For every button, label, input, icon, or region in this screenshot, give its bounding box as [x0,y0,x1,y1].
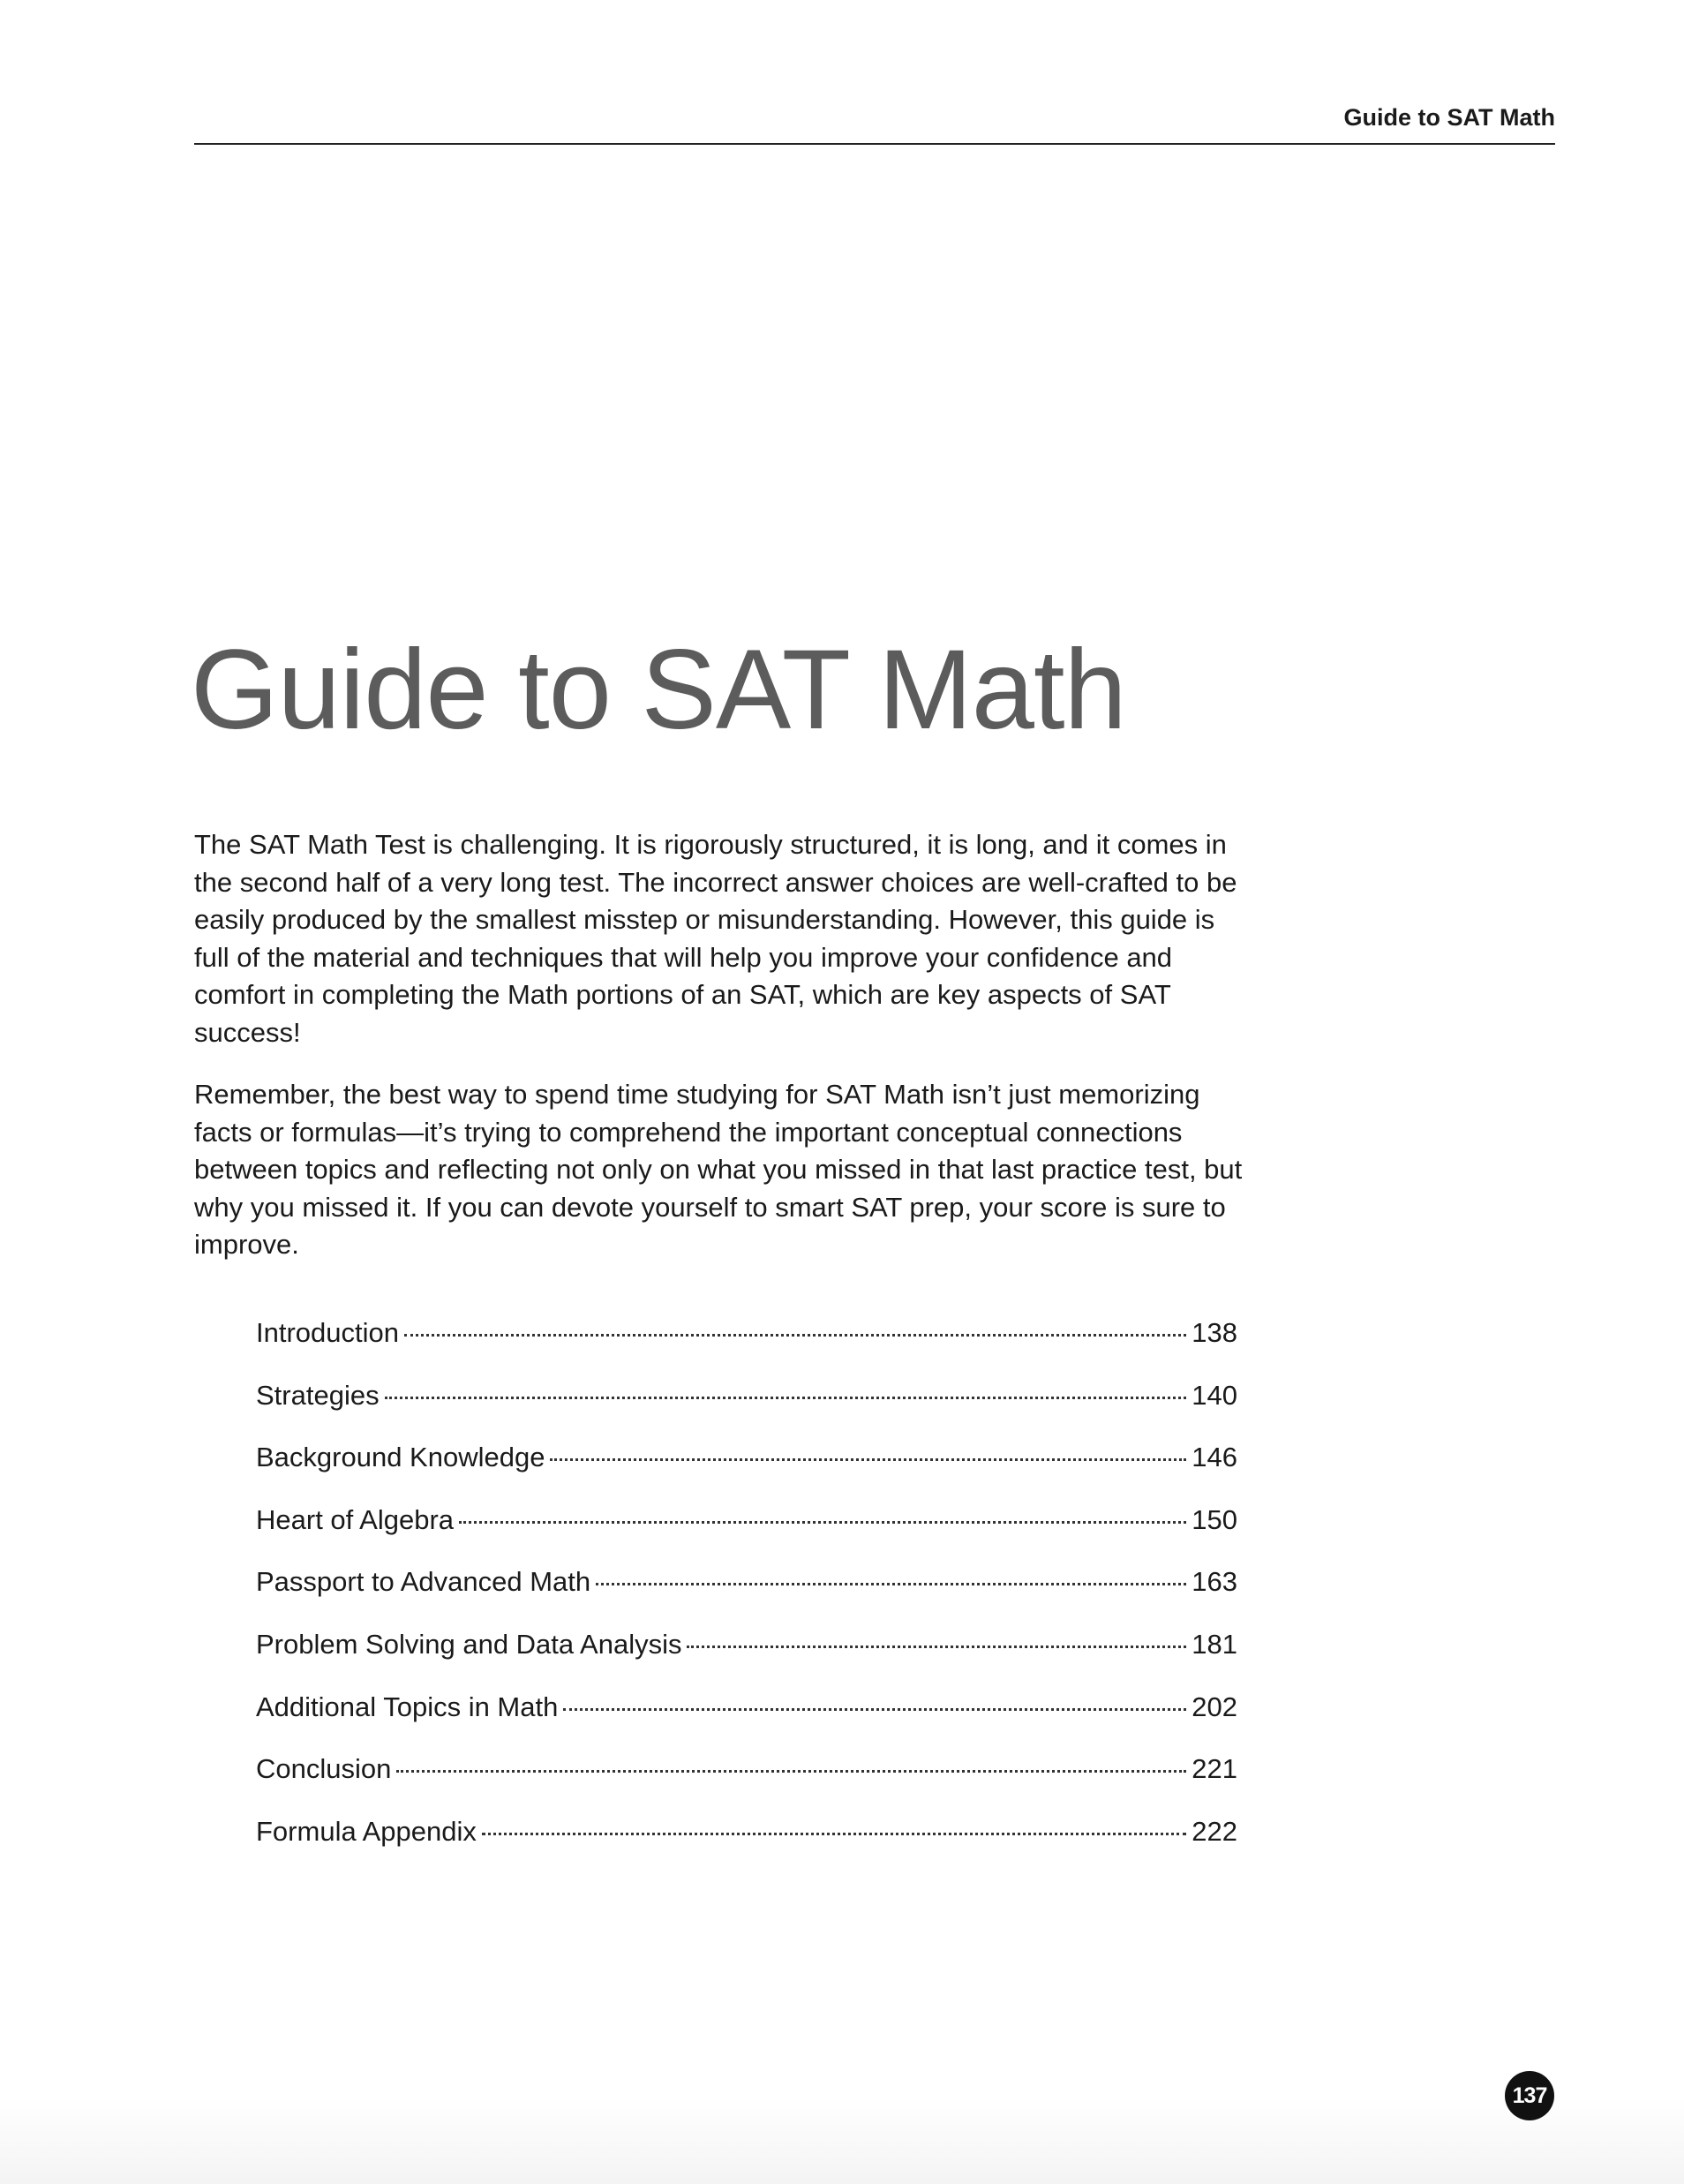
toc-dot-leader [687,1646,1186,1648]
toc-dot-leader [396,1770,1186,1773]
page-number-badge: 137 [1505,2071,1554,2120]
toc-item-label: Problem Solving and Data Analysis [256,1628,682,1660]
toc-item-heart-of-algebra[interactable] [256,1504,1237,1567]
toc-item-page: 146 [1192,1442,1237,1473]
toc-item-passport-to-advanced-math[interactable] [256,1566,1237,1629]
toc-item-page: 163 [1192,1566,1237,1598]
toc-item-page: 181 [1192,1628,1237,1660]
intro-paragraph: The SAT Math Test is challenging. It is rigorously structured, it is long, and it comes in the second half of a very long test. The incorrect answer choices are well-crafted to be easily produced by the smallest misstep or misunderstanding. However, this guide is full of the material and techniques that will help you improve your confidence and comfort in completing the Math portions of an SAT, which are key aspects of SAT success! [194,829,1237,1048]
toc-dot-leader [459,1521,1186,1524]
toc-item-label: Introduction [256,1317,399,1348]
toc-item-background-knowledge[interactable] [256,1442,1237,1504]
toc-item-label: Conclusion [256,1753,392,1785]
chapter-title: Guide to SAT Math [191,627,1126,753]
toc-dot-leader [550,1458,1186,1461]
toc-item-strategies[interactable] [256,1380,1237,1442]
toc-item-page: 150 [1192,1503,1237,1535]
toc-dot-leader [385,1397,1187,1399]
running-header-title: Guide to SAT Math [1343,104,1555,131]
toc-item-label: Formula Appendix [256,1815,477,1847]
toc-item-conclusion[interactable] [256,1753,1237,1816]
toc-dot-leader [596,1583,1186,1585]
toc-dot-leader [563,1708,1186,1711]
toc-item-problem-solving-and-data-analysis[interactable] [256,1629,1237,1691]
toc-dot-leader [404,1334,1186,1337]
toc-dot-leader [482,1833,1186,1835]
toc-item-label: Heart of Algebra [256,1503,455,1535]
toc-item-page: 202 [1192,1691,1237,1722]
toc-item-label: Background Knowledge [256,1442,545,1473]
intro-text [194,826,1244,1289]
toc-item-introduction[interactable] [256,1317,1237,1380]
toc-item-additional-topics-in-math[interactable] [256,1691,1237,1754]
toc-item-page: 138 [1192,1317,1237,1348]
toc-item-label: Passport to Advanced Math [256,1566,591,1598]
running-header [194,99,1555,145]
toc-item-page: 222 [1192,1815,1237,1847]
intro-paragraph: Remember, the best way to spend time studying for SAT Math isn’t just memorizing facts or formulas—it’s trying to comprehend the important conceptual connections between topics and reflecting not only on what you missed in that last practice test, but why you missed it. If you can devote yourself to smart SAT prep, your score is sure to improve. [194,1079,1243,1260]
toc-item-page: 140 [1192,1379,1237,1411]
toc-item-page: 221 [1192,1753,1237,1785]
table-of-contents [256,1317,1237,1878]
toc-item-label: Strategies [256,1379,380,1411]
toc-item-formula-appendix[interactable] [256,1816,1237,1879]
toc-item-label: Additional Topics in Math [256,1691,559,1722]
